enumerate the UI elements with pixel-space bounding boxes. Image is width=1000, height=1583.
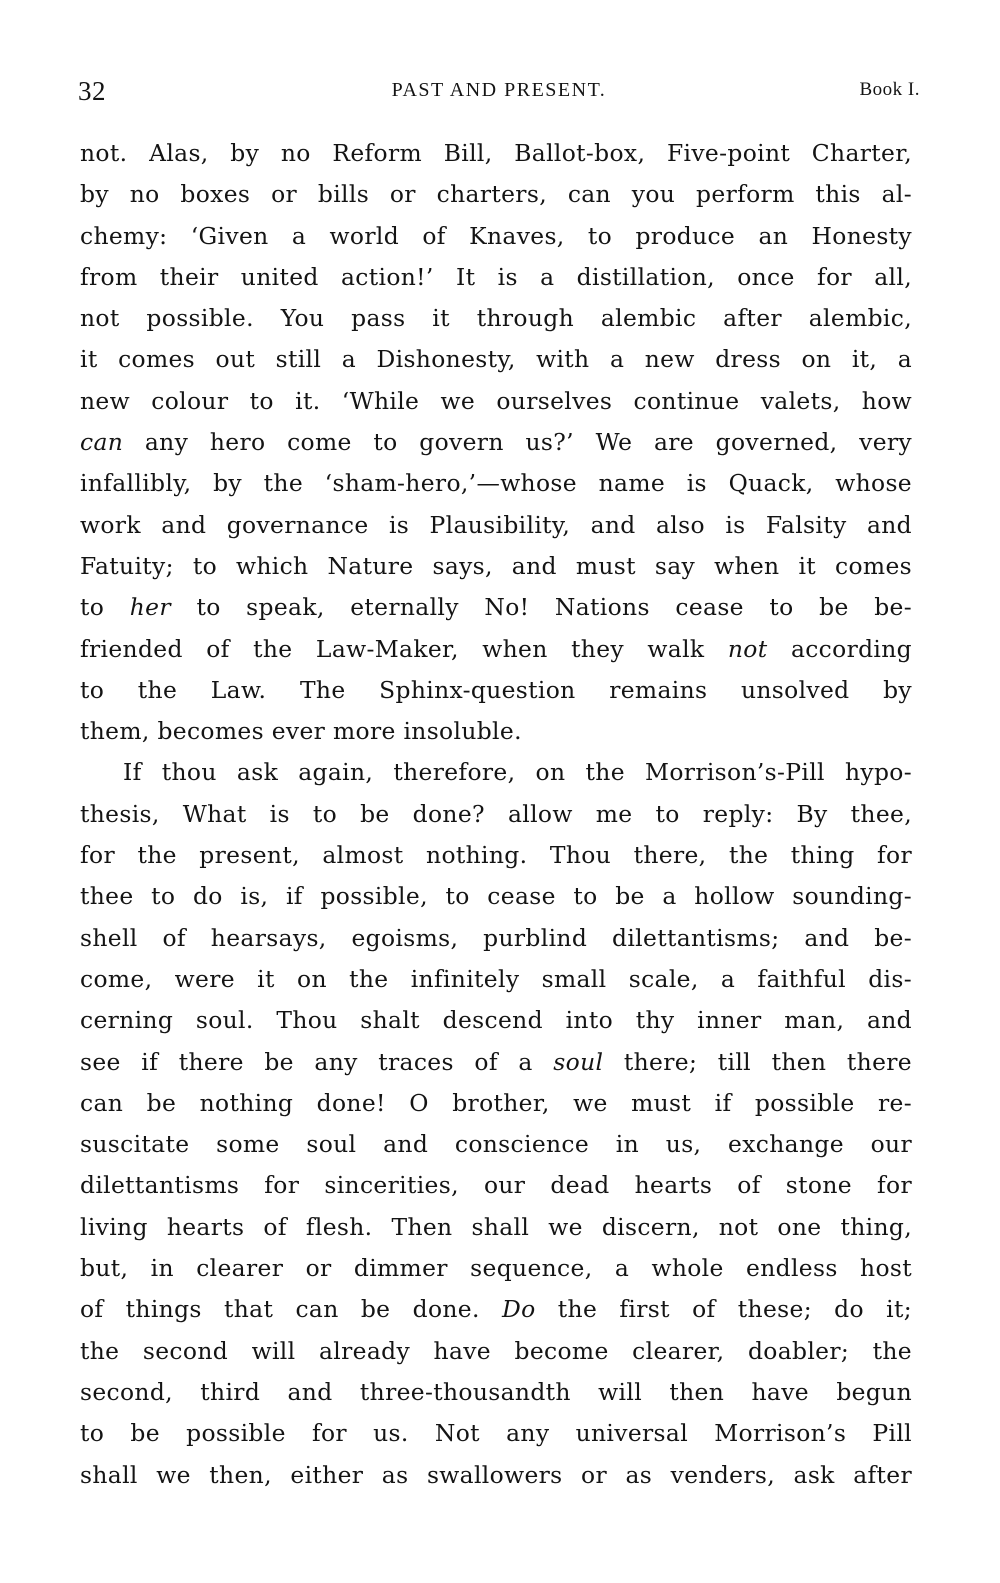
text-line: [80, 711, 912, 752]
text-line: [80, 629, 912, 670]
line-text: can be nothing done! O brother, we must if possible re-: [80, 1088, 912, 1117]
running-header: [78, 76, 920, 108]
line-text: for the present, almost nothing. Thou there, the thing for: [80, 841, 912, 870]
text-line: [80, 1289, 912, 1330]
line-text: the second will already have become clearer, doabler; the: [80, 1336, 912, 1365]
text-line: [80, 1207, 912, 1248]
text-line: [80, 959, 912, 1000]
running-title: PAST AND PRESENT.: [391, 79, 607, 101]
text-line: [80, 918, 912, 959]
text-line: [80, 1000, 912, 1041]
text-line: [80, 174, 912, 215]
line-text: it comes out still a Dishonesty, with a new dress on it, a: [80, 345, 912, 374]
text-line: [80, 546, 912, 587]
text-line: [80, 133, 912, 174]
line-text: the first of these; do it;: [535, 1295, 912, 1324]
text-line: [80, 670, 912, 711]
line-text: shell of hearsays, egoisms, purblind dilettantisms; and be-: [80, 923, 912, 952]
text-line: [80, 876, 912, 917]
line-text: of things that can be done.: [80, 1295, 503, 1324]
line-text: dilettantisms for sincerities, our dead hearts of stone for: [80, 1171, 912, 1200]
line-text: come, were it on the infinitely small scale, a faithful dis-: [80, 964, 912, 993]
text-line: [80, 1042, 912, 1083]
line-text: thee to do is, if possible, to cease to be a hollow sounding-: [80, 882, 912, 911]
body-text: [80, 133, 912, 1496]
text-line: [80, 216, 912, 257]
italic-text: her: [129, 593, 171, 622]
line-text: by no boxes or bills or charters, can you perform this al-: [80, 180, 912, 209]
text-line: [80, 587, 912, 628]
text-line: [80, 794, 912, 835]
line-text: suscitate some soul and conscience in us, exchange our: [80, 1130, 912, 1159]
text-line: [80, 463, 912, 504]
line-text: If thou ask again, therefore, on the Morrison’s-Pill hypo-: [123, 758, 912, 787]
line-text: cerning soul. Thou shalt descend into thy inner man, and: [80, 1006, 912, 1035]
text-line: [80, 1248, 912, 1289]
line-text: Fatuity; to which Nature says, and must say when it comes: [80, 551, 912, 580]
text-line: [80, 1124, 912, 1165]
italic-text: not: [727, 634, 768, 663]
line-text: to: [80, 593, 130, 622]
line-text: shall we then, either as swallowers or as venders, ask after: [80, 1460, 912, 1489]
text-line: [80, 1455, 912, 1496]
line-text: chemy: ‘Given a world of Knaves, to produce an Honesty: [80, 221, 912, 250]
line-text: them, becomes ever more insoluble.: [80, 717, 522, 746]
text-line: [80, 505, 912, 546]
paragraph: [80, 133, 912, 752]
text-line: [80, 298, 912, 339]
line-text: second, third and three-thousandth will then have begun: [80, 1377, 912, 1406]
book-label: Book I.: [859, 79, 920, 100]
line-text: according: [767, 634, 912, 663]
page-number: 32: [78, 76, 106, 106]
text-line: [80, 339, 912, 380]
italic-text: can: [80, 428, 124, 457]
text-line: [80, 381, 912, 422]
text-line: [80, 1331, 912, 1372]
line-text: any hero come to govern us?’ We are governed, very: [123, 428, 912, 457]
line-text: to speak, eternally No! Nations cease to be be-: [170, 593, 913, 622]
line-text: infallibly, by the ‘sham-hero,’—whose name is Quack, whose: [80, 469, 912, 498]
text-line: [80, 1372, 912, 1413]
line-text: new colour to it. ‘While we ourselves continue valets, how: [80, 386, 912, 415]
line-text: not possible. You pass it through alembic after alembic,: [80, 304, 912, 333]
text-line: [80, 257, 912, 298]
line-text: from their united action!’ It is a distillation, once for all,: [80, 262, 912, 291]
paragraph: [80, 752, 912, 1495]
text-line: [80, 835, 912, 876]
text-line: [80, 1413, 912, 1454]
line-text: but, in clearer or dimmer sequence, a whole endless host: [80, 1254, 912, 1283]
line-text: not. Alas, by no Reform Bill, Ballot-box, Five-point Charter,: [80, 139, 912, 167]
line-text: friended of the Law-Maker, when they walk: [80, 634, 728, 663]
italic-text: soul: [553, 1047, 604, 1076]
italic-text: Do: [502, 1295, 536, 1324]
line-text: thesis, What is to be done? allow me to reply: By thee,: [80, 799, 912, 828]
line-text: to be possible for us. Not any universal Morrison’s Pill: [80, 1419, 912, 1448]
line-text: see if there be any traces of a: [80, 1047, 554, 1076]
line-text: there; till then there: [603, 1047, 912, 1076]
text-line: [80, 1083, 912, 1124]
line-text: to the Law. The Sphinx-question remains unsolved by: [80, 675, 912, 704]
text-line: [80, 422, 912, 463]
text-line: [80, 752, 912, 793]
line-text: work and governance is Plausibility, and also is Falsity and: [80, 510, 912, 539]
line-text: living hearts of flesh. Then shall we discern, not one thing,: [80, 1212, 912, 1241]
text-line: [80, 1165, 912, 1206]
